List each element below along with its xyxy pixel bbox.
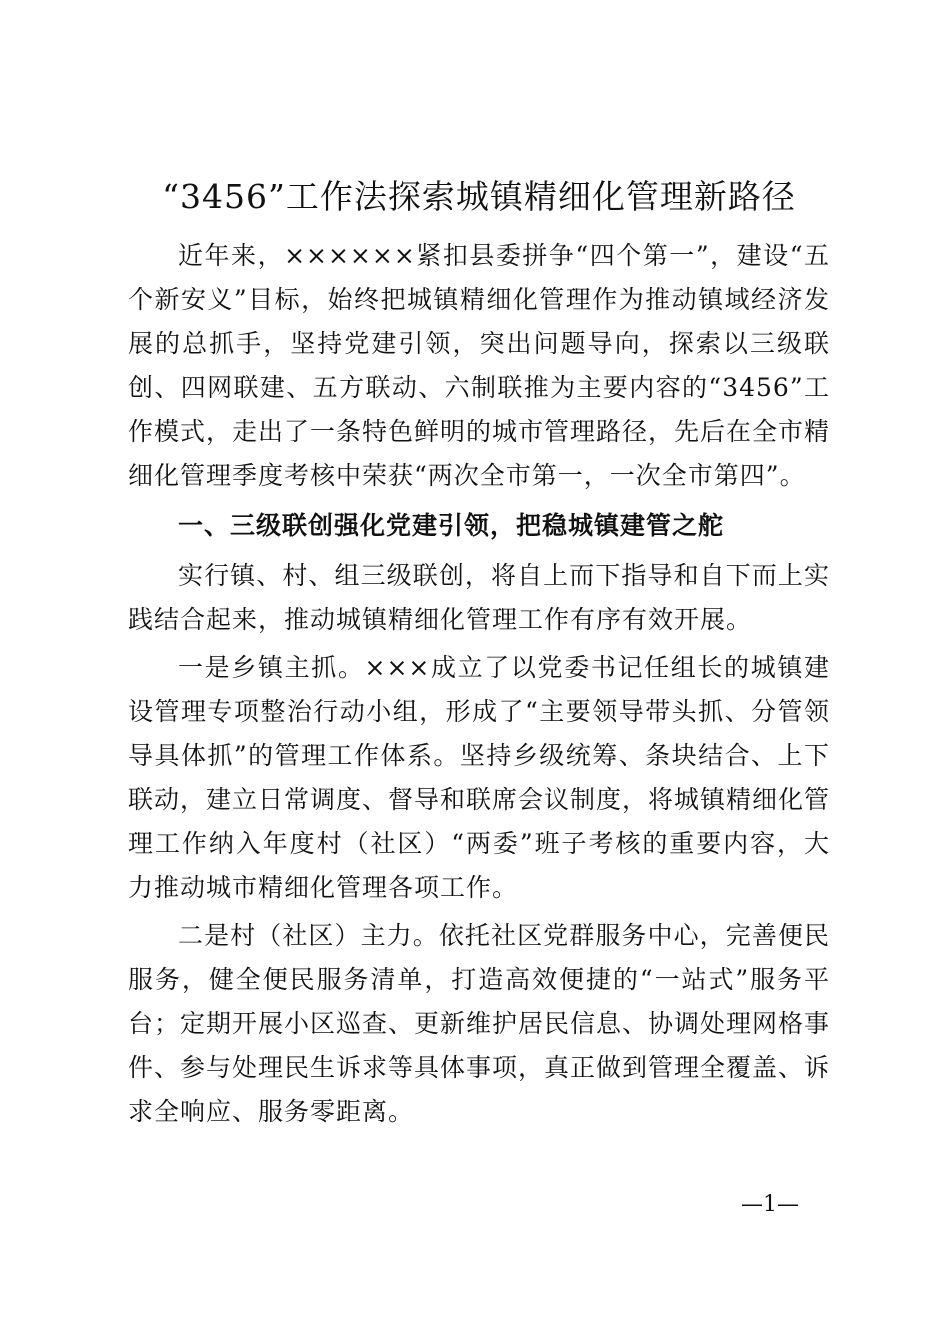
- section-paragraph: 一是乡镇主抓。×××成立了以党委书记任组长的城镇建设管理专项整治行动小组，形成了“主要领导带头抓、分管领导具体抓”的管理工作体系。坚持乡级统筹、条块结合、上下联动，建立日常调度、督导和联席会议制度，将城镇精细化管理工作纳入年度村（社区）“两委”班子考核的重要内容，大力推动城市精细化管理各项工作。: [128, 653, 831, 902]
- page-number: —1—: [741, 1192, 799, 1217]
- document-title: “3456”工作法探索城镇精细化管理新路径: [162, 177, 796, 216]
- section-paragraph: 二是村（社区）主力。依托社区党群服务中心，完善便民服务，健全便民服务清单，打造高效便捷的“一站式”服务平台；定期开展小区巡查、更新维护居民信息、协调处理网格事件、参与处理民生诉求等具体事项，真正做到管理全覆盖、诉求全响应、服务零距离。: [128, 921, 831, 1126]
- section-heading: 一、三级联创强化党建引领，把稳城镇建管之舵: [178, 511, 725, 540]
- section-paragraph: 实行镇、村、组三级联创，将自上而下指导和自下而上实践结合起来，推动城镇精细化管理工作有序有效开展。: [128, 561, 830, 634]
- intro-paragraph: 近年来，××××××紧扣县委拼争“四个第一”，建设“五个新安义”目标，始终把城镇精细化管理作为推动镇域经济发展的总抓手，坚持党建引领，突出问题导向，探索以三级联创、四网联建、五方联动、六制联推为主要内容的“3456”工作模式，走出了一条特色鲜明的城市管理路径，先后在全市精细化管理季度考核中荣获“两次全市第一，一次全市第四”。: [128, 241, 831, 490]
- document-page: [128, 168, 830, 1134]
